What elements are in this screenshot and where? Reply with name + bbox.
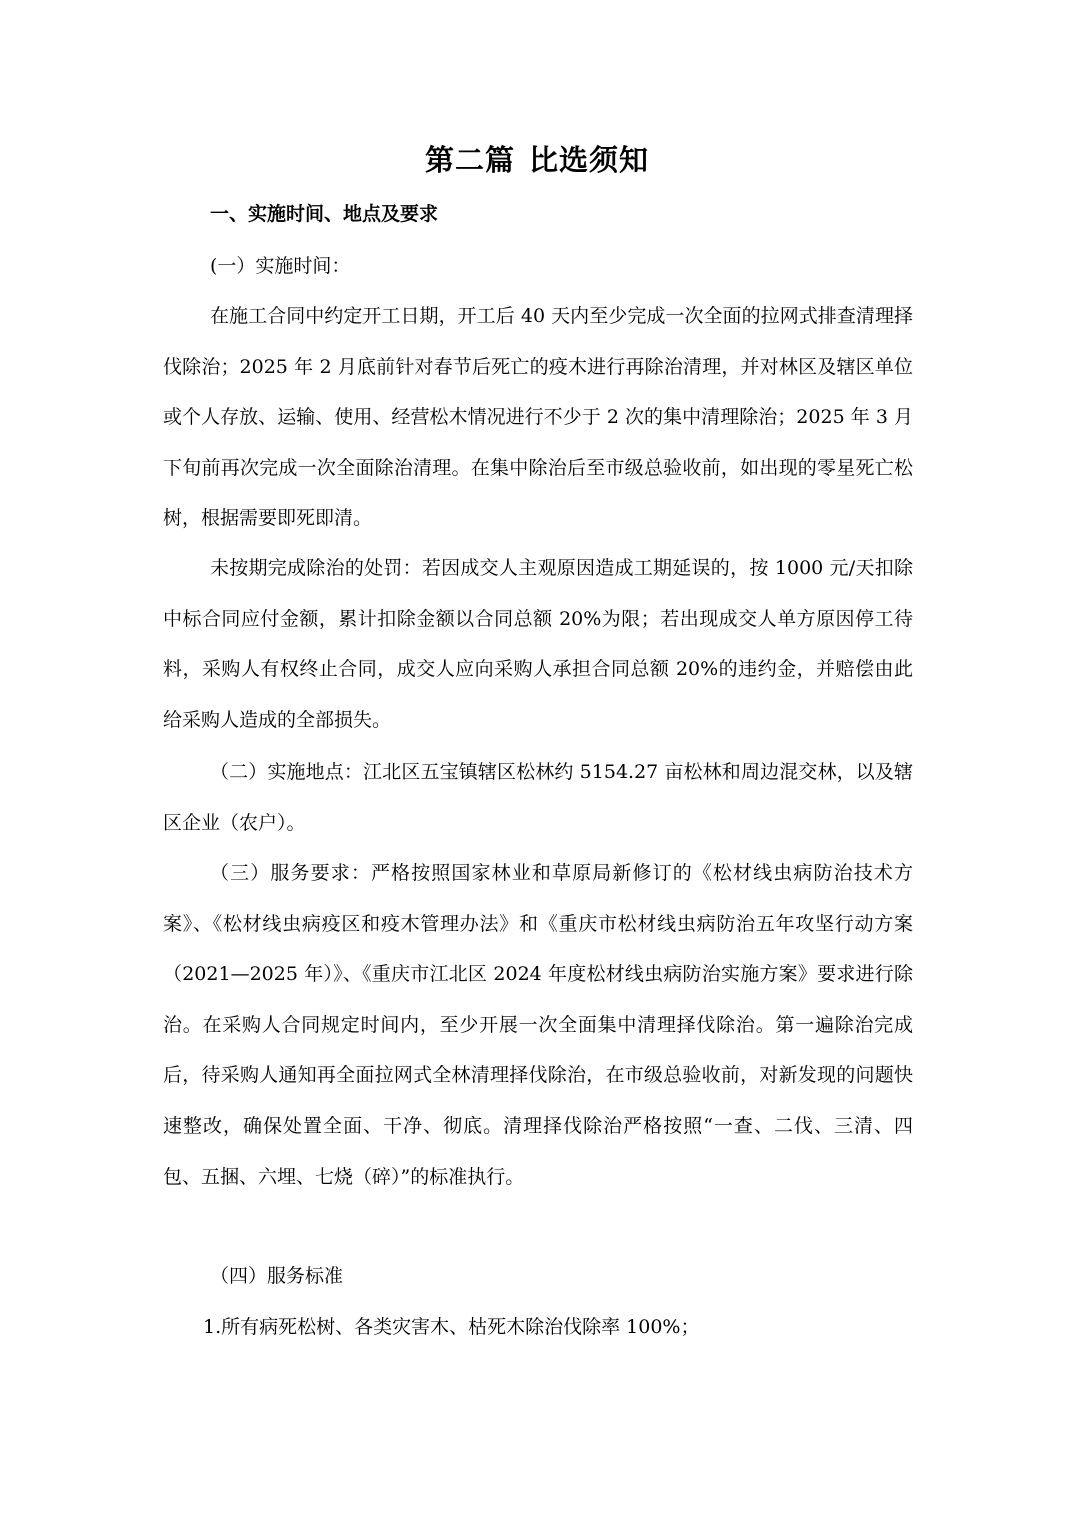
page-title [0,140,1074,180]
list-item-standard-1: 1.所有病死松树、各类灾害木、枯死木除治伐除率 100%； [203,1316,700,1338]
paragraph-requirements: （三）服务要求：严格按照国家林业和草原局新修订的《松材线虫病防治技术方案》、《松材线虫病疫区和疫木管理办法》和《重庆市松材线虫病防治五年攻坚行动方案（2021—2025 年）》、《重庆市江北区 2024 年度松材线虫病防治实施方案》要求进行除治。在采购人合同规定时间内，至少开展一次全面集中清理择伐除治。第一遍除治完成后，待采购人通知再全面拉网式全林清理择伐除治，在市级总验收前，对新发现的问题快速整改，确保处置全面、干净、彻底。清理择伐除治严格按照“一查、二伐、三清、四包、五捆、六埋、七烧（碎）”的标准执行。 [163,862,913,1188]
subsection-heading-time: (一）实施时间： [210,255,351,277]
title-part-1: 第二篇 [424,143,515,177]
section-heading-1: 一、实施时间、地点及要求 [210,203,439,225]
paragraph-location: （二）实施地点：江北区五宝镇辖区松林约 5154.27 亩松林和周边混交林，以及辖区企业（农户）。 [163,761,913,834]
paragraph-penalty: 未按期完成除治的处罚：若因成交人主观原因造成工期延误的，按 1000 元/天扣除中标合同应付金额，累计扣除金额以合同总额 20%为限；若出现成交人单方原因停工待料，采购人有权终止合同，成交人应向采购人承担合同总额 20%的违约金，并赔偿由此给采购人造成的全部损失。 [163,557,913,731]
subsection-heading-standards: （四）服务标准 [210,1265,344,1287]
paragraph-schedule: 在施工合同中约定开工日期，开工后 40 天内至少完成一次全面的拉网式排查清理择伐除治；2025 年 2 月底前针对春节后死亡的疫木进行再除治清理，并对林区及辖区单位或个人存放、运输、使用、经营松木情况进行不少于 2 次的集中清理除治；2025 年 3 月下旬前再次完成一次全面除治清理。在集中除治后至市级总验收前，如出现的零星死亡松树，根据需要即死即清。 [163,305,913,530]
title-part-2: 比选须知 [529,143,650,177]
